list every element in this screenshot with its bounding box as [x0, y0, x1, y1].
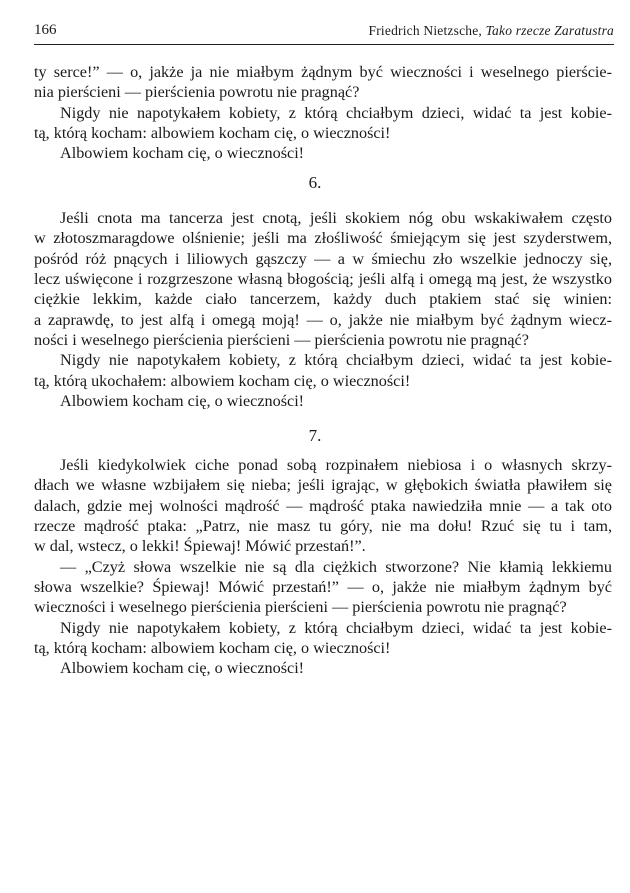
- text-line: Albowiem kocham cię, o wieczności!: [60, 392, 305, 411]
- paragraph: [34, 208, 612, 350]
- text-line: dalach, gdzie mej wolności mądrość — mądrość ptaka nawiedziła mnie — a tak oto: [34, 496, 612, 515]
- author: Friedrich Nietzsche,: [368, 23, 482, 38]
- text-line: ty serce!” — o, jakże ja nie miałbym żądnym być wieczności i weselnego pierście-: [34, 63, 612, 81]
- text-line: tą, którą kocham: albowiem kocham cię, o wieczności!: [34, 124, 391, 143]
- paragraph: [34, 557, 612, 618]
- page-number: 166: [34, 22, 57, 38]
- paragraph: [34, 62, 612, 103]
- text-line: pośród róż pnących i liliowych gąszczy — a w śmiechu zło wszelkie jednoczy się,: [34, 249, 612, 268]
- text-line: wieczności i weselnego pierścienia pierścieni — pierścienia powrotu nie pragnąć?: [34, 598, 567, 617]
- text-line: słowa wszelkie? Śpiewaj! Mówić przestań!” — o, jakże nie miałbym żądnym być: [34, 578, 612, 597]
- running-title: [369, 23, 614, 39]
- text-line: ciężkie lekkim, każde ciało tancerzem, każdy duch ptakiem stać się winien:: [34, 290, 612, 309]
- text-line: Nigdy nie napotykałem kobiety, z którą chciałbym dzieci, widać ta jest kobie-: [60, 103, 612, 122]
- paragraph: [34, 350, 612, 391]
- text-block-section-6: [34, 208, 612, 411]
- text-line: w złotoszmaragdowe olśnienie; jeśli ma złośliwość śmiejącym się jest szyderstwem,: [34, 229, 612, 248]
- text-line: tą, którą ukochałem: albowiem kocham cię, o wieczności!: [34, 371, 411, 390]
- book-title: Tako rzecze Zaratustra: [485, 23, 614, 38]
- text-line: Jeśli kiedykolwiek ciche ponad sobą rozpinałem niebiosa i o własnych skrzy-: [60, 456, 612, 474]
- text-line: rzecze mądrość ptaka: „Patrz, nie masz tu góry, nie ma dołu! Rzuć się tu i tam,: [34, 517, 612, 536]
- text-line: Jeśli cnota ma tancerza jest cnotą, jeśli skokiem nóg obu wskakiwałem często: [60, 209, 612, 227]
- paragraph: [34, 103, 612, 144]
- section-heading-6: 6.: [308, 173, 322, 192]
- text-line: tą, którą kocham: albowiem kocham cię, o wieczności!: [34, 639, 391, 658]
- text-block-intro: [34, 62, 612, 164]
- text-line: Nigdy nie napotykałem kobiety, z którą chciałbym dzieci, widać ta jest kobie-: [60, 618, 612, 637]
- text-line: Nigdy nie napotykałem kobiety, z którą chciałbym dzieci, widać ta jest kobie-: [60, 351, 612, 370]
- text-line: lecz uświęcone i rozgrzeszone własną błogością; jeśli alfą i omegą mą jest, że wszystko: [34, 270, 612, 289]
- text-line: Albowiem kocham cię, o wieczności!: [60, 144, 305, 163]
- section-heading-7: 7.: [308, 426, 322, 445]
- text-line: nia pierścieni — pierścienia powrotu nie pragnąć?: [34, 83, 360, 102]
- paragraph: [34, 391, 612, 411]
- text-line: ności i weselnego pierścienia pierścieni — pierścienia powrotu nie pragnąć?: [34, 331, 529, 350]
- paragraph: [34, 143, 612, 163]
- paragraph: [34, 455, 612, 557]
- text-line: a zaprawdę, to jest alfą i omegą moją! — o, jakże nie miałbym być żądnym wiecz-: [34, 310, 612, 329]
- paragraph: [34, 658, 612, 678]
- text-line: w dal, wstecz, o lekki! Śpiewaj! Mówić przestań!”.: [34, 537, 366, 556]
- text-line: Albowiem kocham cię, o wieczności!: [60, 659, 305, 678]
- text-line: dłach we własne wzbijałem się nieba; jeśli igrając, w głębokich światła pławiłem się: [34, 476, 612, 495]
- text-block-section-7: [34, 455, 612, 679]
- running-header: [34, 22, 614, 45]
- paragraph: [34, 618, 612, 659]
- text-line: — „Czyż słowa wszelkie nie są dla ciężkich stworzone? Nie kłamią lekkiemu: [60, 557, 612, 576]
